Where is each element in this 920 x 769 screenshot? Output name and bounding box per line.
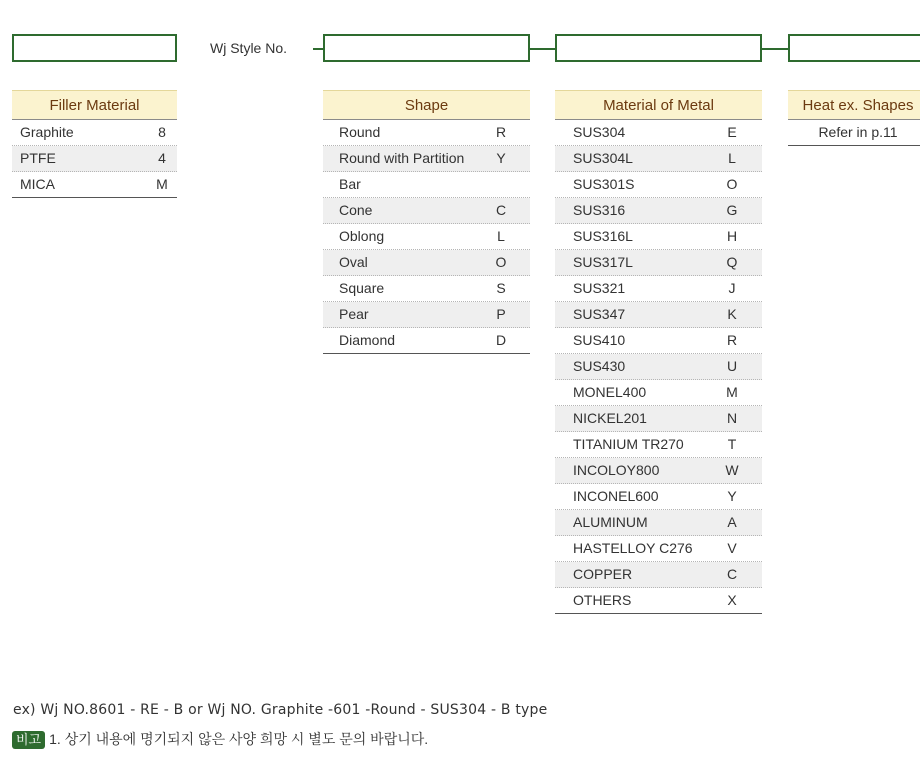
table-row <box>323 302 530 328</box>
row-code: L <box>497 228 505 244</box>
table-row <box>323 198 530 224</box>
row-code: Y <box>727 488 737 504</box>
row-name: SUS321 <box>573 280 626 296</box>
table-row <box>555 328 762 354</box>
row-code: P <box>496 306 506 322</box>
row-name: SUS304L <box>573 150 633 166</box>
note-text: 1. 상기 내용에 명기되지 않은 사양 희망 시 별도 문의 바랍니다. <box>49 731 429 747</box>
row-name: Oval <box>339 254 368 270</box>
row-code: L <box>728 150 736 166</box>
heat-exchanger-shapes-table <box>788 90 920 146</box>
table-row <box>555 146 762 172</box>
row-code: C <box>726 566 738 582</box>
row-code: M <box>156 176 168 192</box>
note-badge: 비고 <box>12 731 45 749</box>
shape-header: Shape <box>323 90 530 120</box>
row-code: U <box>726 358 738 374</box>
row-name: Pear <box>339 306 369 322</box>
table-row <box>323 250 530 276</box>
row-code: O <box>495 254 507 270</box>
table-row <box>555 354 762 380</box>
row-name: OTHERS <box>573 592 632 608</box>
row-code: W <box>725 462 739 478</box>
table-row <box>788 120 920 146</box>
table-row <box>323 146 530 172</box>
connector-line <box>529 48 556 50</box>
table-row <box>323 120 530 146</box>
row-name: HASTELLOY C276 <box>573 540 693 556</box>
table-row <box>323 328 530 354</box>
row-code: N <box>726 410 738 426</box>
row-code: R <box>495 124 507 140</box>
row-name: Oblong <box>339 228 385 244</box>
metal-header: Material of Metal <box>555 90 762 120</box>
row-code: R <box>726 332 738 348</box>
table-row <box>555 250 762 276</box>
row-name: SUS347 <box>573 306 626 322</box>
table-row <box>555 406 762 432</box>
table-row <box>555 562 762 588</box>
row-name: Cone <box>339 202 373 218</box>
row-name: Refer in p.11 <box>818 124 898 140</box>
row-name: SUS301S <box>573 176 635 192</box>
table-row <box>555 302 762 328</box>
row-code: M <box>726 384 738 400</box>
table-row <box>555 224 762 250</box>
row-name: Round with Partition <box>339 150 465 166</box>
row-name: TITANIUM TR270 <box>573 436 684 452</box>
metal-material-table <box>555 90 762 614</box>
table-row <box>12 172 177 198</box>
table-row <box>323 276 530 302</box>
row-code: E <box>727 124 737 140</box>
table-row <box>323 172 530 198</box>
row-name: INCOLOY800 <box>573 462 660 478</box>
table-row <box>555 120 762 146</box>
row-name: SUS410 <box>573 332 626 348</box>
row-name: Round <box>339 124 381 140</box>
table-row <box>12 120 177 146</box>
row-name: ALUMINUM <box>573 514 648 530</box>
table-row <box>323 224 530 250</box>
table-row <box>555 588 762 614</box>
table-row <box>555 510 762 536</box>
row-name: SUS317L <box>573 254 633 270</box>
heat-header: Heat ex. Shapes <box>788 90 920 120</box>
row-code: A <box>727 514 737 530</box>
row-name: Square <box>339 280 385 296</box>
row-name: COPPER <box>573 566 633 582</box>
row-code: Y <box>496 150 506 166</box>
row-code: T <box>727 436 737 452</box>
row-code: C <box>495 202 507 218</box>
connector-line <box>761 48 789 50</box>
table-row <box>555 432 762 458</box>
style-number-label: Wj Style No. <box>210 40 288 56</box>
row-code: 8 <box>158 124 166 140</box>
row-name: Graphite <box>20 124 74 140</box>
note-line <box>12 729 428 749</box>
table-row <box>555 198 762 224</box>
filler-material-table <box>12 90 177 198</box>
row-code: K <box>727 306 737 322</box>
table-row <box>555 484 762 510</box>
table-row <box>555 380 762 406</box>
row-code: S <box>496 280 506 296</box>
shape-table <box>323 90 530 354</box>
row-name: SUS316 <box>573 202 626 218</box>
heat-code-box <box>788 34 920 62</box>
row-code: J <box>728 280 736 296</box>
row-name: SUS316L <box>573 228 633 244</box>
metal-code-box <box>555 34 762 62</box>
row-name: MICA <box>20 176 55 192</box>
row-code: 4 <box>158 150 166 166</box>
filler-code-box <box>12 34 177 62</box>
row-code: G <box>726 202 738 218</box>
row-code: Q <box>726 254 738 270</box>
table-row <box>555 458 762 484</box>
row-name: SUS304 <box>573 124 626 140</box>
row-name: Diamond <box>339 332 396 348</box>
table-row <box>555 276 762 302</box>
row-name: INCONEL600 <box>573 488 659 504</box>
filler-header: Filler Material <box>12 90 177 120</box>
row-code: X <box>727 592 737 608</box>
table-row <box>555 536 762 562</box>
row-name: NICKEL201 <box>573 410 647 426</box>
table-row <box>12 146 177 172</box>
row-code: O <box>726 176 738 192</box>
row-name: Bar <box>339 176 361 192</box>
row-code: V <box>727 540 737 556</box>
row-code: D <box>495 332 507 348</box>
row-name: PTFE <box>20 150 56 166</box>
row-name: SUS430 <box>573 358 626 374</box>
shape-code-box <box>323 34 530 62</box>
example-text: ex) Wj NO.8601 - RE - B or Wj NO. Graphite -601 -Round - SUS304 - B type <box>13 702 548 718</box>
row-code: H <box>726 228 738 244</box>
table-row <box>555 172 762 198</box>
row-name: MONEL400 <box>573 384 647 400</box>
